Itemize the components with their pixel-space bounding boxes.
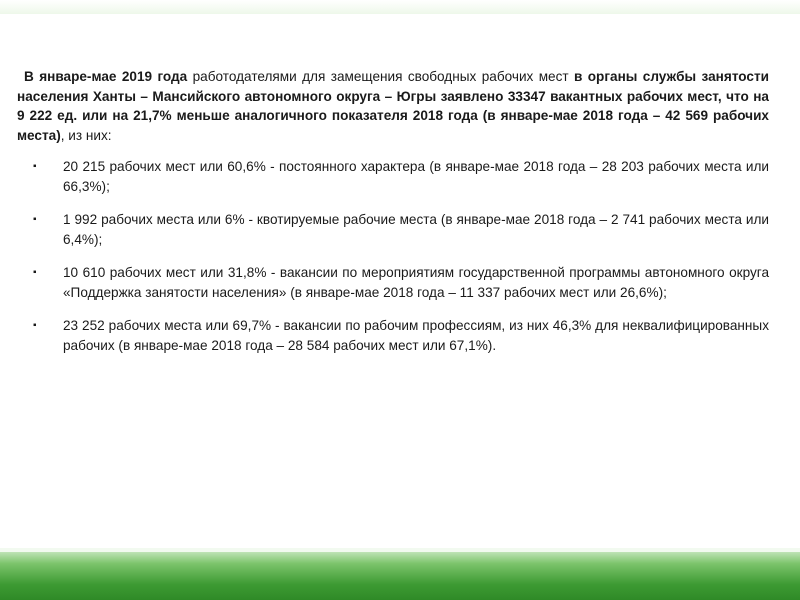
intro-tail: , из них:: [60, 127, 112, 143]
bottom-green-bar: [0, 548, 800, 600]
top-gradient-bar: [0, 0, 800, 14]
bullet-list: [17, 157, 769, 355]
intro-text: работодателями для замещения свободных рабочих мест: [187, 69, 575, 84]
list-item-text: 1 992 рабочих места или 6% - квотируемые рабочие места (в январе-мае 2018 года – 2 741 рабочих места или 6,4%);: [63, 212, 769, 247]
list-item: [17, 316, 769, 355]
list-item-text: 20 215 рабочих мест или 60,6% - постоянного характера (в январе-мае 2018 года – 28 203 рабочих места или 66,3%);: [63, 159, 769, 194]
bullet-square-icon: ▪: [33, 214, 37, 225]
intro-bold-summary: в органы службы занятости населения Ханты – Мансийского автономного округа – Югры заявлено 33347 вакантных рабочих мест, что на 9 222 ед. или на 21,7% меньше аналогичного показателя 2018 года (в январе-мае 2018 года – 42 569 рабочих места): [17, 69, 769, 143]
list-item: [17, 157, 769, 196]
intro-bold-period: В январе-мае 2019 года: [24, 69, 188, 84]
bullet-square-icon: ▪: [33, 161, 37, 172]
list-item: [17, 210, 769, 249]
bullet-square-icon: ▪: [33, 267, 37, 278]
list-item-text: 10 610 рабочих мест или 31,8% - вакансии по мероприятиям государственной программы автономного округа «Поддержка занятости населения» (в январе-мае 2018 года – 11 337 рабочих мест или 26,6%);: [63, 265, 769, 300]
list-item: [17, 263, 769, 302]
intro-paragraph: [17, 67, 769, 145]
bottom-bar-stripe: [0, 548, 800, 552]
list-item-text: 23 252 рабочих места или 69,7% - вакансии по рабочим профессиям, из них 46,3% для неквалифицированных рабочих (в январе-мае 2018 года – 28 584 рабочих мест или 67,1%).: [63, 318, 769, 353]
bullet-square-icon: ▪: [33, 320, 37, 331]
slide-content: [17, 67, 769, 369]
